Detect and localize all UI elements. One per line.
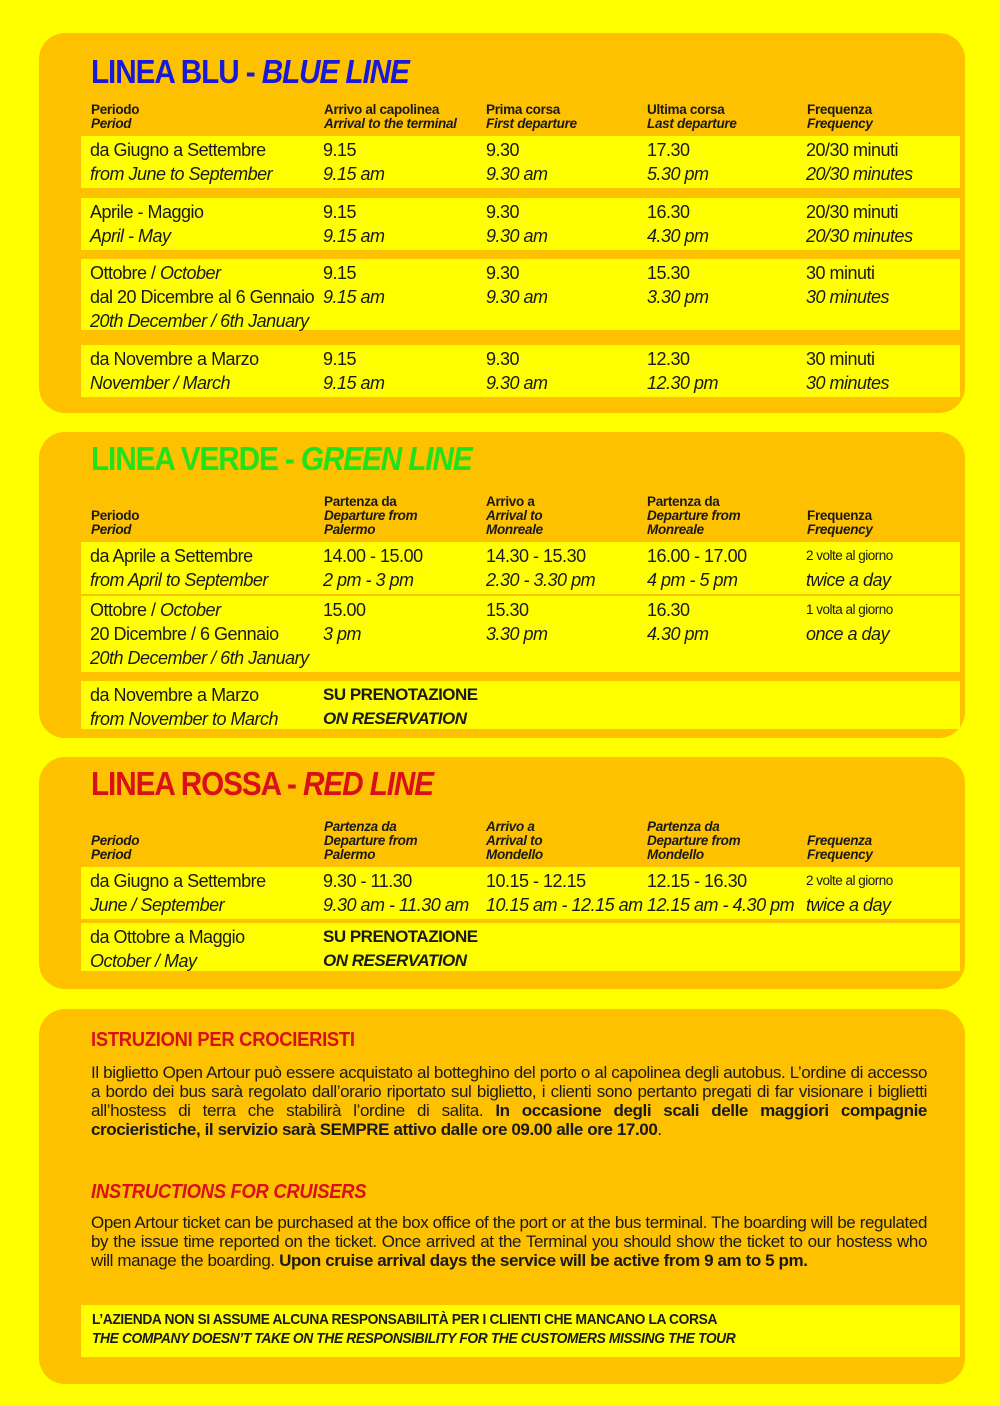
table-row: da Aprile a Settembre from April to September 14.00 - 15.00 2 pm - 3 pm 14.30 - 15.30 2.30 - 3.30 pm 16.00 - 17.00 4 pm - 5 pm 2 volte al giorno twice a day	[81, 542, 960, 594]
header-departure-palermo: Partenza da Departure from Palermo	[324, 494, 418, 537]
red-line-title: LINEA ROSSA - RED LINE	[91, 765, 434, 802]
table-row: da Novembre a Marzo November / March 9.15 9.15 am 9.30 9.30 am 12.30 12.30 pm 30 minuti 30 minutes	[81, 345, 960, 397]
table-row: Ottobre / October dal 20 Dicembre al 6 Gennaio 20th December / 6th January 9.15 9.15 am 9.30 9.30 am 15.30 3.30 pm 30 minuti 30 minutes	[81, 259, 960, 330]
blue-line-title: LINEA BLU - BLUE LINE	[91, 53, 409, 90]
instructions-text-en: Open Artour ticket can be purchased at the box office of the port or at the bus terminal. The boarding will be regulated by the issue time reported on the ticket. Once arrived at the Terminal you should show the ticket to our hostess who will manage the boarding. Upon cruise arrival days the service will be active from 9 am to 5 pm.	[91, 1213, 927, 1270]
header-period: Periodo Period	[91, 508, 140, 537]
header-period: Periodo Period	[91, 833, 140, 862]
instructions-text-it: Il biglietto Open Artour può essere acquistato al botteghino del porto o al capolinea degli autobus. L’ordine di accesso a bordo dei bus sarà regolato dall’orario riportato sul biglietto, i clienti sono pertanto pregati di far visionare i biglietti all’hostess di terra che stabilirà l’ordine di salita. In occasione degli scali delle maggiori compagnie crocieristiche, il servizio sarà SEMPRE attivo dalle ore 09.00 alle ore 17.00.	[91, 1063, 927, 1139]
green-line-title: LINEA VERDE - GREEN LINE	[91, 440, 472, 477]
green-line-panel	[39, 432, 965, 738]
table-row: da Ottobre a Maggio October / May SU PRENOTAZIONE ON RESERVATION	[81, 923, 960, 971]
header-arrival-monreale: Arrivo a Arrival to Monreale	[486, 494, 543, 537]
header-departure-palermo: Partenza da Departure from Palermo	[324, 819, 418, 862]
header-departure-monreale: Partenza da Departure from Monreale	[647, 494, 741, 537]
header-last-departure: Ultima corsa Last departure	[647, 102, 737, 131]
disclaimer-box	[81, 1305, 960, 1357]
header-arrival: Arrivo al capolinea Arrival to the terminal	[324, 102, 457, 131]
header-arrival-mondello: Arrivo a Arrival to Mondello	[486, 819, 543, 862]
header-frequency: Frequenza Frequency	[807, 833, 873, 862]
instructions-title-en: INSTRUCTIONS FOR CRUISERS	[91, 1181, 367, 1203]
blue-line-header	[39, 99, 965, 131]
red-line-header	[39, 819, 965, 862]
cruiser-instructions-panel	[39, 1009, 965, 1384]
header-period: Periodo Period	[91, 102, 140, 131]
header-departure-mondello: Partenza da Departure from Mondello	[647, 819, 741, 862]
red-line-panel	[39, 757, 965, 989]
header-frequency: Frequenza Frequency	[807, 508, 873, 537]
table-row: da Giugno a Settembre June / September 9.30 - 11.30 9.30 am - 11.30 am 10.15 - 12.15 10.15 am - 12.15 am 12.15 - 16.30 12.15 am - 4.30 pm 2 volte al giorno twice a day	[81, 867, 960, 919]
table-row: Aprile - Maggio April - May 9.15 9.15 am 9.30 9.30 am 16.30 4.30 pm 20/30 minuti 20/30 minutes	[81, 198, 960, 250]
header-frequency: Frequenza Frequency	[807, 102, 873, 131]
table-row: Ottobre / October 20 Dicembre / 6 Gennaio 20th December / 6th January 15.00 3 pm 15.30 3.30 pm 16.30 4.30 pm 1 volta al giorno once a day	[81, 596, 960, 672]
table-row: da Novembre a Marzo from November to March SU PRENOTAZIONE ON RESERVATION	[81, 681, 960, 729]
disclaimer-en: THE COMPANY DOESN’T TAKE ON THE RESPONSIBILITY FOR THE CUSTOMERS MISSING THE TOUR	[92, 1330, 736, 1347]
reservation-note: SU PRENOTAZIONE ON RESERVATION	[323, 685, 478, 728]
table-row: da Giugno a Settembre from June to September 9.15 9.15 am 9.30 9.30 am 17.30 5.30 pm 20/30 minuti 20/30 minutes	[81, 136, 960, 188]
header-first-departure: Prima corsa First departure	[486, 102, 577, 131]
green-line-header	[39, 494, 965, 537]
instructions-title-it: ISTRUZIONI PER CROCIERISTI	[91, 1029, 355, 1051]
reservation-note: SU PRENOTAZIONE ON RESERVATION	[323, 927, 478, 970]
disclaimer-it: L’AZIENDA NON SI ASSUME ALCUNA RESPONSABILITÀ PER I CLIENTI CHE MANCANO LA CORSA	[92, 1311, 718, 1328]
blue-line-panel	[39, 33, 965, 413]
